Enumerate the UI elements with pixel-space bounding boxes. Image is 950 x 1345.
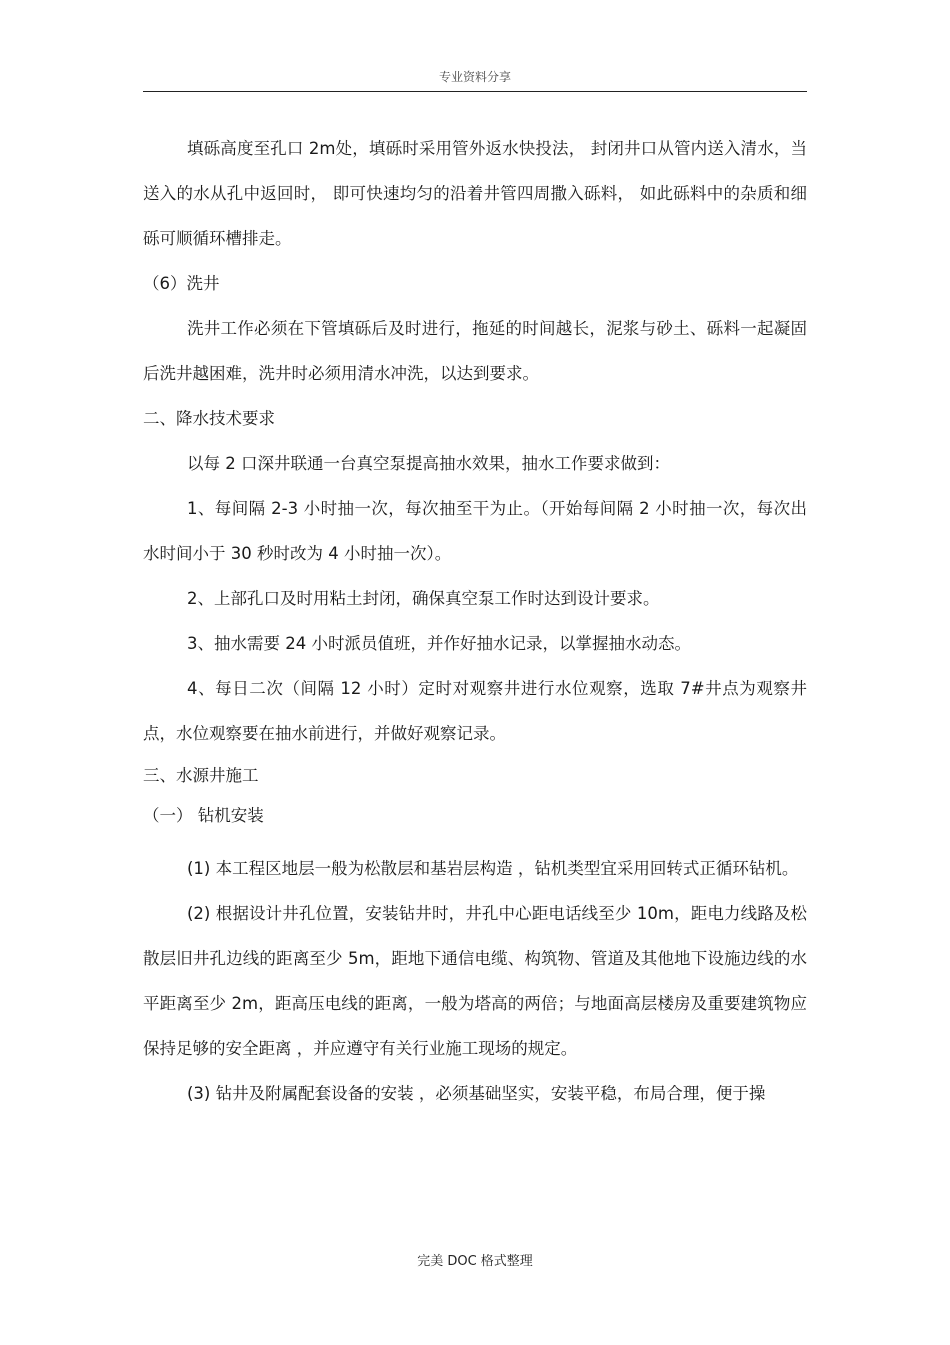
list-item-3: 3、抽水需要 24 小时派员值班，并作好抽水记录，以掌握抽水动态。: [187, 634, 691, 653]
heading-well-washing: （6）洗井: [143, 274, 220, 293]
heading-water-well-construction: 三、水源井施工: [143, 766, 259, 785]
document-body: [143, 126, 807, 1116]
paragraph-rig-type: (1) 本工程区地层一般为松散层和基岩层构造 ，钻机类型宜采用回转式正循环钻机。: [187, 859, 799, 878]
paragraph-backfill: 填砾高度至孔口 2m处，填砾时采用管外返水快投法， 封闭井口从管内送入清水，当送入的水从孔中返回时， 即可快速均匀的沿着井管四周撒入砾料， 如此砾料中的杂质和细砾可顺循环槽排走。: [143, 139, 807, 248]
list-item-4: 4、每日二次（间隔 12 小时）定时对观察井进行水位观察，选取 7#井点为观察井点，水位观察要在抽水前进行，并做好观察记录。: [143, 679, 807, 743]
page-footer: 完美 DOC 格式整理: [417, 1254, 533, 1269]
heading-dewatering-requirements: 二、降水技术要求: [143, 409, 275, 428]
heading-rig-installation: （一） 钻机安装: [143, 806, 264, 825]
paragraph-equipment-installation: (3) 钻井及附属配套设备的安装 ，必须基础坚实，安装平稳，布局合理，便于操: [187, 1084, 766, 1103]
list-item-2: 2、上部孔口及时用粘土封闭，确保真空泵工作时达到设计要求。: [187, 589, 660, 608]
paragraph-pump-setup: 以每 2 口深井联通一台真空泵提高抽水效果，抽水工作要求做到：: [187, 454, 670, 473]
header-divider: [143, 91, 807, 92]
paragraph-well-washing: 洗井工作必须在下管填砾后及时进行，拖延的时间越长，泥浆与砂土、砾料一起凝固后洗井越困难，洗井时必须用清水冲洗，以达到要求。: [143, 319, 807, 383]
paragraph-well-location: (2) 根据设计井孔位置，安装钻井时，井孔中心距电话线至少 10m，距电力线路及松散层旧井孔边线的距离至少 5m，距地下通信电缆、构筑物、管道及其他地下设施边线的水平距离至少 2m，距高压电线的距离，一般为塔高的两倍；与地面高层楼房及重要建筑物应保持足够的安全距离 ，并应遵守有关行业施工现场的规定。: [143, 904, 807, 1058]
page-header: 专业资料分享: [438, 70, 511, 84]
list-item-1: 1、每间隔 2-3 小时抽一次，每次抽至干为止。（开始每间隔 2 小时抽一次，每次出水时间小于 30 秒时改为 4 小时抽一次）。: [143, 499, 807, 563]
